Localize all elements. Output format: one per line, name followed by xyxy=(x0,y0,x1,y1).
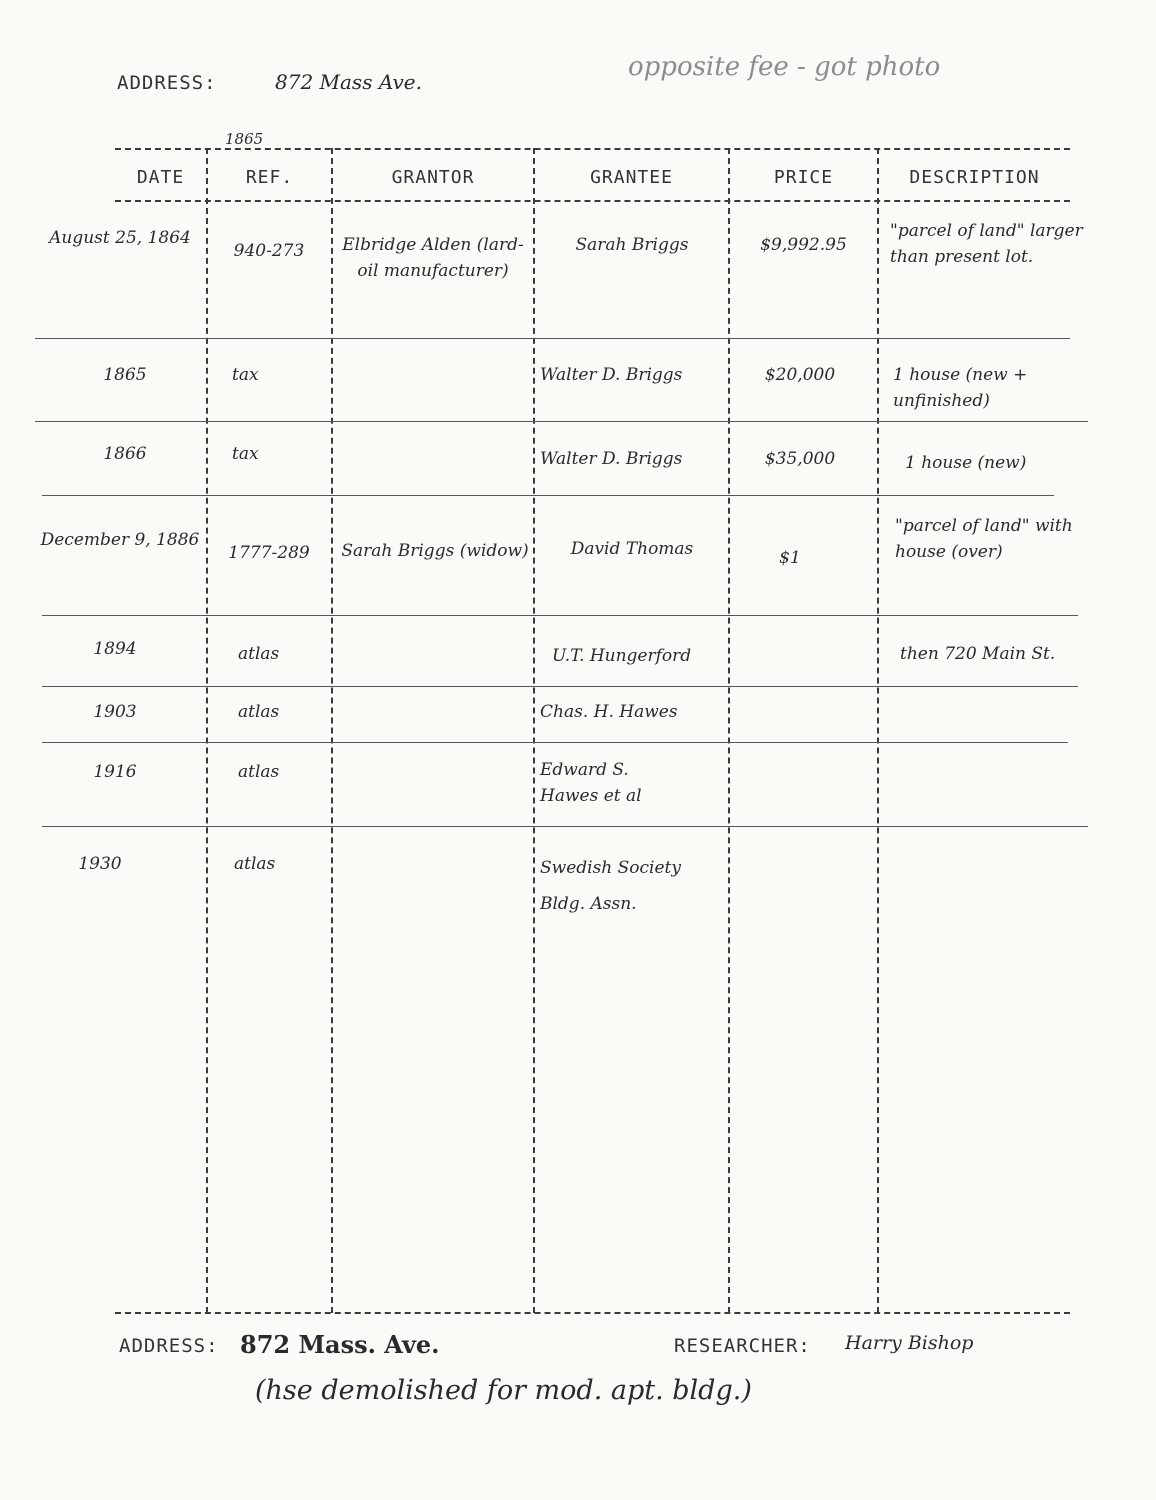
table-cell-grantee: Edward S. Hawes et al xyxy=(540,760,642,806)
researcher-label: RESEARCHER: xyxy=(674,1335,811,1357)
row-divider xyxy=(42,826,1088,827)
footer-address-label: ADDRESS: xyxy=(119,1335,219,1357)
table-cell-ref: tax xyxy=(232,365,259,385)
table-cell-description: then 720 Main St. xyxy=(900,644,1056,664)
column-header-date: DATE xyxy=(136,167,185,188)
column-divider xyxy=(331,148,333,1313)
table-cell-price: $1 xyxy=(779,548,801,568)
row-divider xyxy=(42,742,1068,743)
table-cell-date: August 25, 1864 xyxy=(49,228,191,248)
header-bottom-rule xyxy=(115,200,1070,202)
year-note: 1865 xyxy=(225,130,264,148)
header-address-value: 872 Mass Ave. xyxy=(275,70,422,94)
table-cell-date: 1866 xyxy=(103,444,147,464)
table-cell-grantor: Elbridge Alden (lard-oil manufacturer) xyxy=(342,235,524,281)
table-cell-ref: atlas xyxy=(238,762,280,782)
row-divider xyxy=(42,495,1054,496)
table-cell-date: 1930 xyxy=(78,854,122,874)
table-cell-grantee: Swedish Society Bldg. Assn. xyxy=(540,858,681,914)
table-cell-date: 1903 xyxy=(93,702,137,722)
column-header-ref: REF. xyxy=(245,167,294,188)
table-top-rule xyxy=(115,148,1070,150)
table-cell-price: $20,000 xyxy=(764,365,836,385)
column-header-description: DESCRIPTION xyxy=(909,167,1040,188)
table-cell-grantee: David Thomas xyxy=(570,539,694,559)
column-header-price: PRICE xyxy=(773,167,834,188)
table-cell-grantee: U.T. Hungerford xyxy=(552,646,692,666)
table-cell-description: 1 house (new) xyxy=(905,453,1027,473)
table-cell-ref: atlas xyxy=(238,644,280,664)
table-cell-date: December 9, 1886 xyxy=(40,530,200,550)
table-cell-date: 1865 xyxy=(103,365,147,385)
table-cell-description: "parcel of land" larger than present lot. xyxy=(890,221,1083,267)
column-header-grantor: GRANTOR xyxy=(391,167,475,188)
table-cell-grantee: Walter D. Briggs xyxy=(540,449,683,469)
footer-note: (hse demolished for mod. apt. bldg.) xyxy=(255,1375,752,1406)
column-divider xyxy=(728,148,730,1313)
footer-address-value: 872 Mass. Ave. xyxy=(240,1330,440,1359)
table-cell-price: $9,992.95 xyxy=(760,235,847,255)
table-cell-date: 1894 xyxy=(93,639,137,659)
column-divider xyxy=(206,148,208,1313)
table-cell-description: 1 house (new + unfinished) xyxy=(893,365,1028,411)
researcher-signature: Harry Bishop xyxy=(845,1332,974,1354)
table-cell-date: 1916 xyxy=(93,762,137,782)
row-divider xyxy=(35,421,1088,422)
table-bottom-rule xyxy=(115,1312,1070,1314)
table-cell-ref: 940-273 xyxy=(233,241,305,261)
column-header-grantee: GRANTEE xyxy=(590,167,673,188)
table-cell-description: "parcel of land" with house (over) xyxy=(895,516,1073,562)
header-note: opposite fee - got photo xyxy=(628,52,941,82)
table-cell-ref: atlas xyxy=(238,702,280,722)
column-divider xyxy=(877,148,879,1313)
table-cell-grantee: Chas. H. Hawes xyxy=(540,702,678,722)
column-divider xyxy=(533,148,535,1313)
row-divider xyxy=(42,615,1078,616)
table-cell-grantee: Walter D. Briggs xyxy=(540,365,683,385)
table-cell-price: $35,000 xyxy=(764,449,836,469)
row-divider xyxy=(42,686,1078,687)
table-cell-ref: atlas xyxy=(234,854,276,874)
row-divider xyxy=(35,338,1070,339)
table-cell-ref: 1777-289 xyxy=(228,543,310,563)
table-cell-ref: tax xyxy=(232,444,259,464)
header-address-label: ADDRESS: xyxy=(117,72,217,94)
table-cell-grantee: Sarah Briggs xyxy=(575,235,689,255)
table-cell-grantor: Sarah Briggs (widow) xyxy=(341,541,529,561)
